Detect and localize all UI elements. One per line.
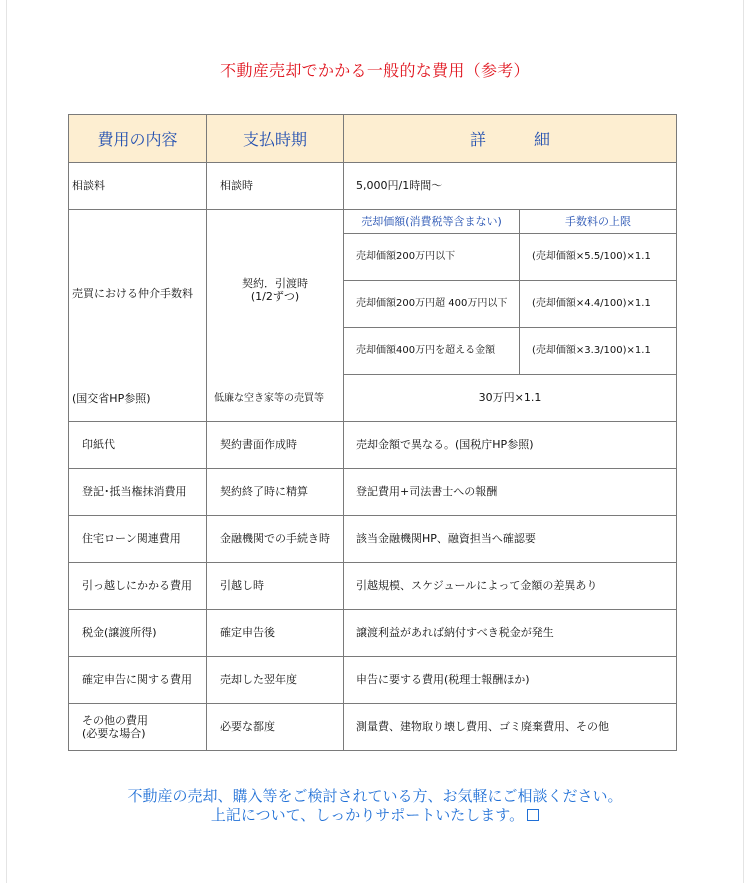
cell-detail: 譲渡利益があれば納付すべき税金が発生 xyxy=(344,610,677,657)
header-details: 詳 細 xyxy=(344,115,677,163)
table-row xyxy=(69,516,677,563)
table-header-row xyxy=(69,115,677,163)
cell-item: 引っ越しにかかる費用 xyxy=(69,563,207,610)
cell-timing: 必要な都度 xyxy=(207,704,344,751)
cell-item: 税金(譲渡所得) xyxy=(69,610,207,657)
cell-detail: 該当金融機関HP、融資担当へ確認要 xyxy=(344,516,677,563)
subheader-sale-price: 売却価額(消費税等含まない) xyxy=(344,210,520,234)
cell-item: 確定申告に関する費用 xyxy=(69,657,207,704)
cell-detail: 申告に要する費用(税理士報酬ほか) xyxy=(344,657,677,704)
other-item-sub: (必要な場合) xyxy=(82,727,146,740)
cell-item: 相談料 xyxy=(69,163,207,210)
page-title: 不動産売却でかかる一般的な費用（参考） xyxy=(220,61,530,80)
cell-timing: 契約書面作成時 xyxy=(207,422,344,469)
cell-detail: 売却金額で異なる。(国税庁HP参照) xyxy=(344,422,677,469)
cell-price-range: 売却価額200万円以下 xyxy=(344,234,520,281)
cell-item: 印紙代 xyxy=(69,422,207,469)
cell-timing-brokerage xyxy=(207,210,344,422)
cell-detail: 5,000円/1時間～ xyxy=(344,163,677,210)
cell-item: 住宅ローン関連費用 xyxy=(69,516,207,563)
table-row xyxy=(69,610,677,657)
cell-item: 登記･抵当権抹消費用 xyxy=(69,469,207,516)
cell-timing: 引越し時 xyxy=(207,563,344,610)
brokerage-note: (国交省HP参照) xyxy=(72,392,151,405)
cell-timing: 相談時 xyxy=(207,163,344,210)
cell-detail: 登記費用+司法書士への報酬 xyxy=(344,469,677,516)
square-glyph-icon xyxy=(527,809,539,821)
cell-detail: 測量費、建物取り壊し費用、ゴミ廃棄費用、その他 xyxy=(344,704,677,751)
footer-support-line xyxy=(0,804,750,825)
cell-timing: 売却した翌年度 xyxy=(207,657,344,704)
cell-timing: 契約終了時に精算 xyxy=(207,469,344,516)
cell-price-range: 売却価額200万円超 400万円以下 xyxy=(344,281,520,328)
cell-vacant-fee: 30万円×1.1 xyxy=(344,375,677,422)
cell-fee-limit: (売却価額×3.3/100)×1.1 xyxy=(520,328,677,375)
header-payment-timing: 支払時期 xyxy=(207,115,344,163)
table-row xyxy=(69,657,677,704)
brokerage-label: 売買における仲介手数料 xyxy=(72,287,193,300)
cell-timing: 金融機関での手続き時 xyxy=(207,516,344,563)
fee-table xyxy=(68,114,677,751)
cell-price-range: 売却価額400万円を超える金額 xyxy=(344,328,520,375)
table-row xyxy=(69,563,677,610)
brokerage-timing-sub: (1/2ずつ) xyxy=(250,290,300,304)
cell-timing: 確定申告後 xyxy=(207,610,344,657)
cell-fee-limit: (売却価額×5.5/100)×1.1 xyxy=(520,234,677,281)
table-row xyxy=(69,422,677,469)
brokerage-timing xyxy=(207,277,343,303)
subheader-fee-limit: 手数料の上限 xyxy=(520,210,677,234)
brokerage-timing-note: 低廉な空き家等の売買等 xyxy=(214,393,324,404)
cell-item-brokerage xyxy=(69,210,207,422)
cell-fee-limit: (売却価額×4.4/100)×1.1 xyxy=(520,281,677,328)
footer-message: 不動産の売却、購入等をご検討されている方、お気軽にご相談ください。 xyxy=(127,787,623,805)
cell-detail: 引越規模、スケジュールによって金額の差異あり xyxy=(344,563,677,610)
footer-support-text: 上記について、しっかりサポートいたします。 xyxy=(210,806,525,824)
table-row xyxy=(69,704,677,751)
table-row xyxy=(69,469,677,516)
table-row xyxy=(69,210,677,234)
brokerage-timing-label: 契約．引渡時 xyxy=(242,277,308,290)
header-cost-item: 費用の内容 xyxy=(69,115,207,163)
other-item-label: その他の費用 xyxy=(82,713,148,727)
cell-item-other xyxy=(69,704,207,751)
table-row xyxy=(69,163,677,210)
